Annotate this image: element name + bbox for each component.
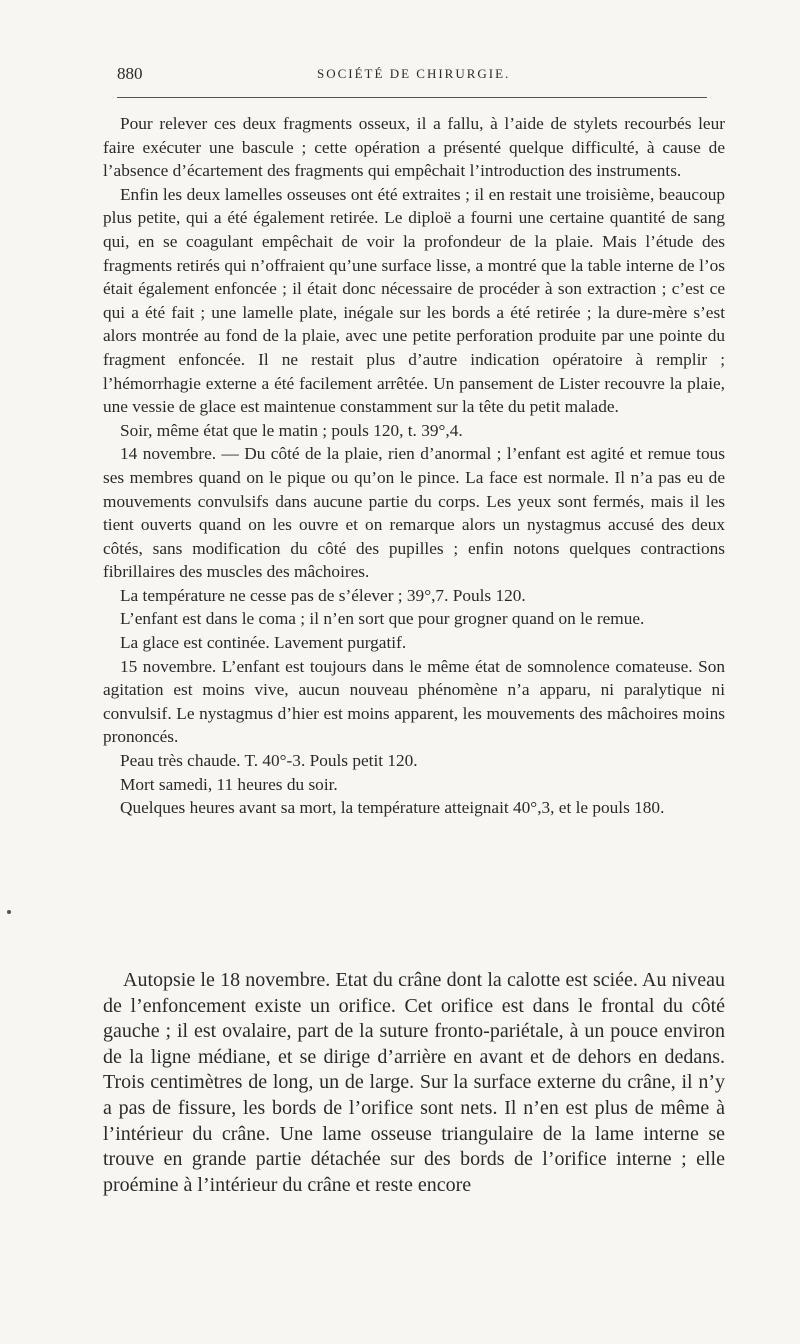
- paragraph: Soir, même état que le matin ; pouls 120, t. 39°,4.: [120, 420, 463, 440]
- header-rule: [117, 97, 707, 98]
- margin-mark: [7, 910, 11, 914]
- paragraph: 14 novembre. — Du côté de la plaie, rien d’anormal ; l’enfant est agité et remue tous ses membres quand on le pique ou qu’on le pince. La face est normale. Il n’a pas eu de mouvements convulsifs dans aucune partie du corps. Les yeux sont fermés, mais il les tient ouverts quand on les ouvre et on remarque alors un nystagmus accusé des deux côtés, sans modification du côté des pupilles ; enfin notons quelques contractions fibrillaires des muscles des mâchoires.: [103, 444, 725, 582]
- autopsy-section: [103, 968, 725, 1198]
- paragraph: 15 novembre. L’enfant est toujours dans le même état de somnolence comateuse. Son agitation est moins vive, aucun nouveau phénomène n’a apparu, ni paralytique ni convulsif. Le nystagmus d’hier est moins apparent, les mouvements des mâchoires moins prononcés.: [103, 656, 725, 747]
- paragraph: Enfin les deux lamelles osseuses ont été extraites ; il en restait une troisième, beaucoup plus petite, qui a été également retirée. Le diploë a fourni une certaine quantité de sang qui, en se coagulant empêchait de voir la profondeur de la plaie. Mais l’étude des fragments retirés qui n’offraient qu’une surface lisse, a montré que la table interne de l’os était également enfoncée ; il était donc nécessaire de procéder à son extraction ; c’est ce qui a été fait ; une lamelle plate, inégale sur les bords a été retirée ; la dure-mère s’est alors montrée au fond de la plaie, avec une petite perforation produite par une pointe du fragment enfoncée. Il ne restait plus d’autre indication opératoire à remplir ; l’hémorrhagie externe a été facilement arrêtée. Un pansement de Lister recouvre la plaie, une vessie de glace est maintenue constamment sur la tête du petit malade.: [103, 184, 725, 417]
- autopsy-paragraph: Autopsie le 18 novembre. Etat du crâne dont la calotte est sciée. Au niveau de l’enfoncement existe un orifice. Cet orifice est dans le frontal du côté gauche ; il est ovalaire, part de la suture fronto-pariétale, à un pouce environ de la ligne médiane, et se dirige d’arrière en avant et de dehors en dedans. Trois centimètres de long, un de large. Sur la surface externe du crâne, il n’y a pas de fissure, les bords de l’orifice sont nets. Il n’en est plus de même à l’intérieur du crâne. Une lame osseuse triangulaire de la lame interne se trouve en grande partie détachée sur des bords de l’orifice interne ; elle proémine à l’intérieur du crâne et reste encore: [103, 969, 725, 1196]
- paragraph: La température ne cesse pas de s’élever ; 39°,7. Pouls 120.: [120, 585, 526, 605]
- paragraph: Peau très chaude. T. 40°-3. Pouls petit 120.: [120, 751, 418, 771]
- paragraph: Mort samedi, 11 heures du soir.: [120, 774, 338, 794]
- case-notes: [103, 112, 725, 820]
- running-head: SOCIÉTÉ DE CHIRURGIE.: [317, 66, 511, 81]
- paragraph: La glace est continée. Lavement purgatif.: [120, 633, 407, 653]
- page-number: 880: [117, 64, 143, 83]
- paragraph: L’enfant est dans le coma ; il n’en sort que pour grogner quand on le remue.: [120, 609, 645, 629]
- paragraph: Pour relever ces deux fragments osseux, il a fallu, à l’aide de stylets recourbés leur faire exécuter une bascule ; cette opération a présenté quelque difficulté, à cause de l’absence d’écartement des fragments qui empêchait l’introduction des instruments.: [103, 114, 725, 181]
- paragraph: Quelques heures avant sa mort, la température atteignait 40°,3, et le pouls 180.: [120, 798, 665, 818]
- page-header: [117, 64, 725, 88]
